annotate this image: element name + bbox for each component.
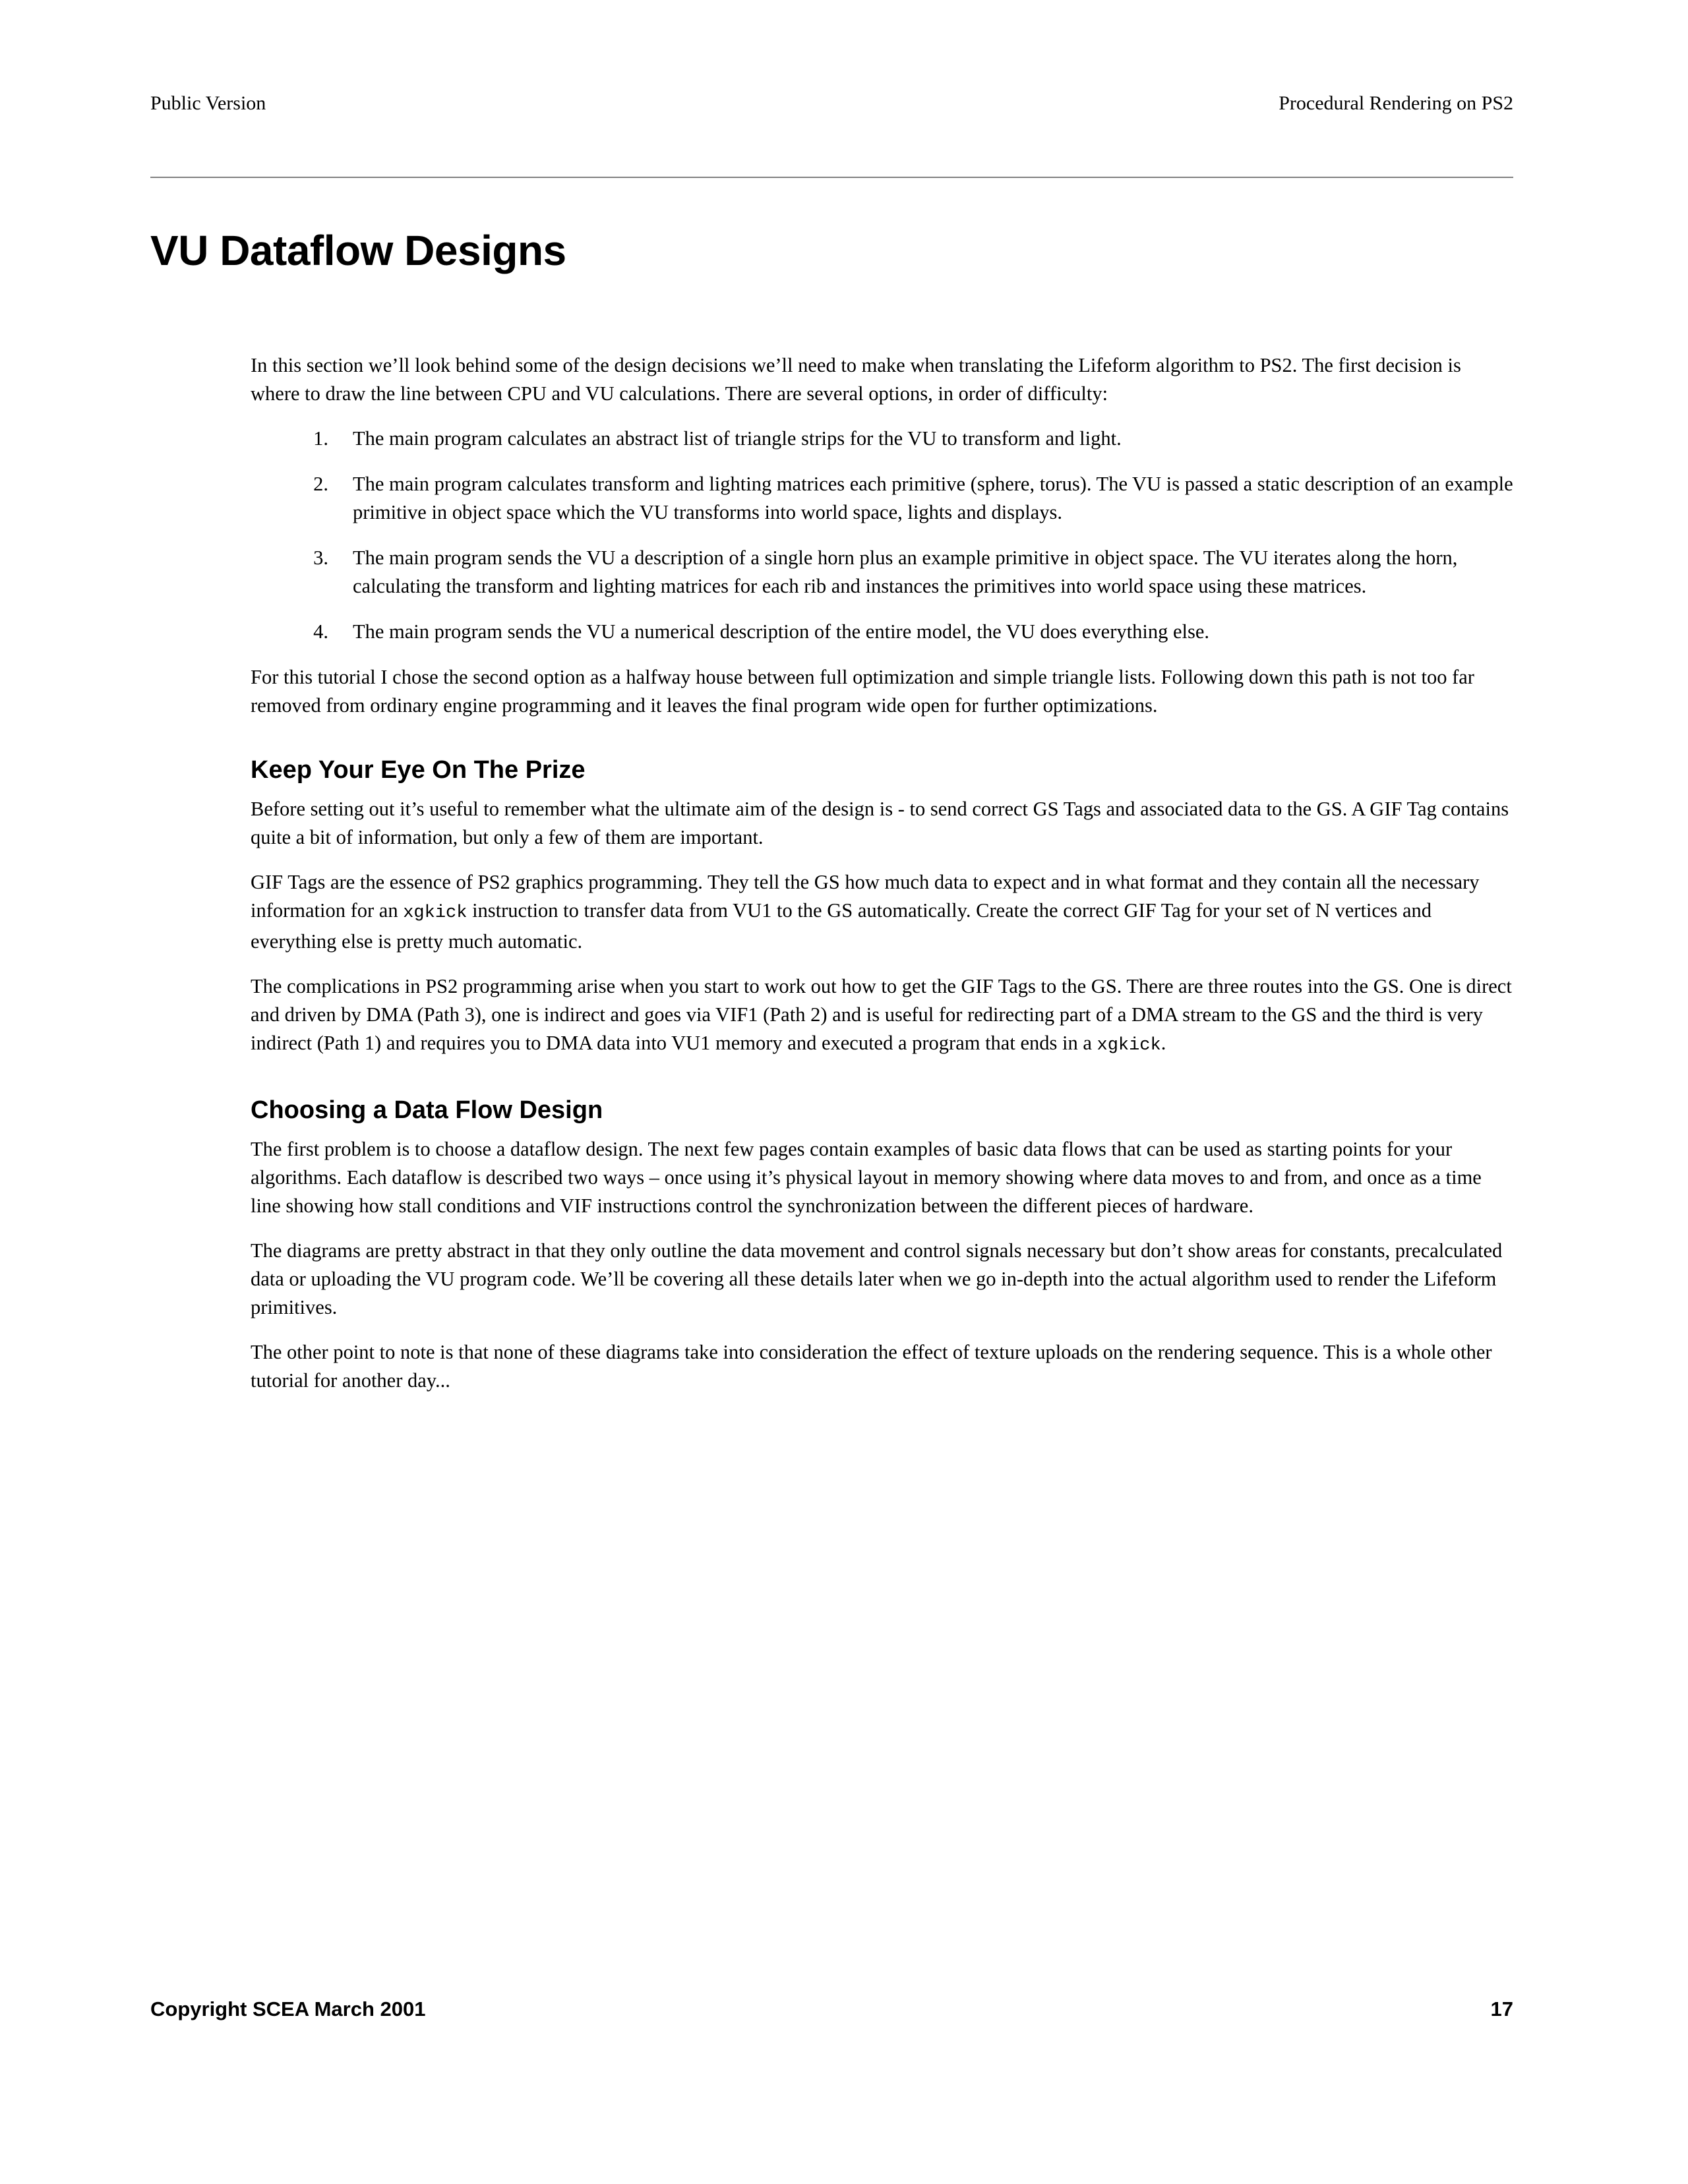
inline-code-xgkick: xgkick	[1097, 1036, 1161, 1055]
header-left-text: Public Version	[150, 92, 266, 114]
section1-paragraph-3	[251, 972, 1513, 1060]
inline-code-xgkick: xgkick	[403, 903, 467, 923]
section1-paragraph-3-part-b: .	[1160, 1032, 1166, 1054]
list-item-number: 4.	[313, 620, 328, 643]
intro-paragraph: In this section we’ll look behind some of the design decisions we’ll need to make when translating the Lifeform algorithm to PS2. The first decision is where to draw the line between CPU and VU calculations. There are several options, in order of difficulty:	[251, 354, 1461, 405]
list-item-text: The main program calculates an abstract list of triangle strips for the VU to transform and light.	[353, 427, 1122, 450]
page-header	[150, 92, 1513, 115]
page-footer	[150, 1997, 1513, 2021]
section1-paragraph-2	[251, 868, 1513, 956]
list-item-number: 1.	[313, 427, 328, 450]
options-list	[251, 425, 1513, 646]
page-content	[251, 351, 1513, 1411]
list-item-number: 2.	[313, 473, 328, 495]
header-divider	[150, 177, 1513, 178]
section2-paragraph-1: The first problem is to choose a dataflow design. The next few pages contain examples of basic data flows that can be used as starting points for your algorithms. Each dataflow is described two ways – once using it’s physical layout in memory showing where data moves to and from, and once as a time line showing how stall conditions and VIF instructions control the synchronization between the different pieces of hardware.	[251, 1138, 1482, 1217]
footer-page-number: 17	[1490, 1997, 1513, 2021]
section1-paragraph-1: Before setting out it’s useful to remember what the ultimate aim of the design is - to send correct GS Tags and associated data to the GS. A GIF Tag contains quite a bit of information, but only a few of them are important.	[251, 798, 1509, 848]
list-item-text: The main program sends the VU a numerical description of the entire model, the VU does everything else.	[353, 620, 1209, 643]
list-item	[251, 618, 1513, 646]
list-item-text: The main program sends the VU a description of a single horn plus an example primitive in object space. The VU iterates along the horn, calculating the transform and lighting matrices for each rib and instances the primitives into world space using these matrices.	[353, 546, 1458, 597]
list-item	[251, 544, 1513, 601]
list-item-text: The main program calculates transform and lighting matrices each primitive (sphere, torus). The VU is passed a static description of an example primitive in object space which the VU transforms into world space, lights and displays.	[353, 473, 1513, 523]
list-item	[251, 470, 1513, 527]
section-heading-choosing-a-data-flow-design: Choosing a Data Flow Design	[251, 1096, 603, 1124]
list-item	[251, 425, 1513, 453]
header-right-text: Procedural Rendering on PS2	[1279, 92, 1513, 114]
page-title: VU Dataflow Designs	[150, 226, 566, 274]
footer-copyright: Copyright SCEA March 2001	[150, 1997, 426, 2021]
after-list-paragraph: For this tutorial I chose the second option as a halfway house between full optimization and simple triangle lists. Following down this path is not too far removed from ordinary engine programming and it leaves the final program wide open for further optimizations.	[251, 666, 1474, 717]
section2-paragraph-2: The diagrams are pretty abstract in that they only outline the data movement and control signals necessary but don’t show areas for constants, precalculated data or uploading the VU program code. We’ll be covering all these details later when we go in-depth into the actual algorithm used to render the Lifeform primitives.	[251, 1239, 1503, 1318]
section1-paragraph-2-part-b: instruction to transfer data from VU1 to the GS automatically. Create the correct GIF Tag for your set of N vertices and everything else is pretty much automatic.	[251, 899, 1432, 953]
section2-paragraph-3: The other point to note is that none of these diagrams take into consideration the effect of texture uploads on the rendering sequence. This is a whole other tutorial for another day...	[251, 1341, 1492, 1392]
section-heading-keep-your-eye-on-the-prize: Keep Your Eye On The Prize	[251, 756, 586, 784]
list-item-number: 3.	[313, 546, 328, 569]
section1-paragraph-3-part-a: The complications in PS2 programming arise when you start to work out how to get the GIF Tags to the GS. There are three routes into the GS. One is direct and driven by DMA (Path 3), one is indirect and goes via VIF1 (Path 2) and is useful for redirecting part of a DMA stream to the GS and the third is very indirect (Path 1) and requires you to DMA data into VU1 memory and executed a program that ends in a	[251, 975, 1512, 1054]
section1-paragraph-2-part-a: GIF Tags are the essence of PS2 graphics programming. They tell the GS how much data to expect and in what format and they contain all the necessary information for an	[251, 871, 1480, 922]
